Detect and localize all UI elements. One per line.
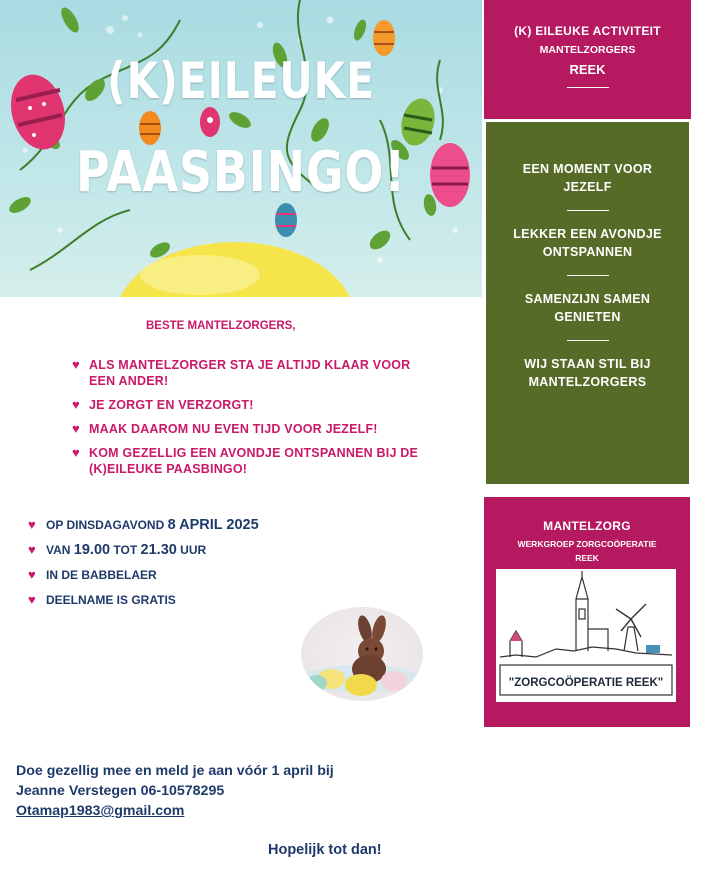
list-item [72,421,432,437]
logo-caption: "ZORGCOÖPERATIE REEK" [508,677,664,689]
divider [567,87,609,88]
event-time-tot: TOT [110,543,141,557]
event-time [28,541,348,559]
registration-line: Doe gezellig mee en meld je aan vóór 1 april bij [16,763,334,779]
list-item-text: KOM GEZELLIG EEN AVONDJE ONTSPANNEN BIJ DE (K)EILEUKE PAASBINGO! [89,446,419,476]
highlight-item: LEKKER EEN AVONDJE ONTSPANNEN [513,227,662,259]
registration-info [16,761,334,821]
event-time-start: 19.00 [73,542,111,558]
event-time-van: VAN [46,543,74,557]
event-location-text: IN DE BABBELAER [46,568,157,582]
event-time-end: 21.30 [140,542,177,558]
event-date-prefix: OP DINSDAGAVOND [46,518,168,532]
activity-label: (K) EILEUKE ACTIVITEIT [514,24,661,38]
banner-image [0,0,482,297]
heart-icon: ♥ [28,542,36,557]
highlight-item: WIJ STAAN STIL BIJ MANTELZORGERS [524,357,651,389]
intro-bullet-list [72,357,432,485]
banner-title-line2: PAASBINGO! [76,140,406,205]
list-item [72,397,432,413]
list-item-text: MAAK DAAROM NU EVEN TIJD VOOR JEZELF! [89,422,378,436]
activity-header-box [484,0,691,119]
contact-line: Jeanne Verstegen 06-10578295 [16,783,225,799]
heart-icon: ♥ [72,357,80,372]
organizer-title: MANTELZORG [543,519,631,533]
greeting: BESTE MANTELZORGERS, [146,320,296,332]
list-item-text: JE ZORGT EN VERZORGT! [89,398,254,412]
chocolate-bunny-icon [301,607,423,701]
closing-text: Hopelijk tot dan! [268,842,382,858]
event-cost [28,591,348,609]
divider [567,275,609,276]
event-cost-text: DEELNAME IS GRATIS [46,593,176,607]
list-item-text: ALS MANTELZORGER STA JE ALTIJD KLAAR VOOR EEN ANDER! [89,358,411,388]
highlight-item: SAMENZIJN SAMEN GENIETEN [524,292,651,324]
divider [567,210,609,211]
place-label: REEK [569,62,606,77]
easter-egg-icon [275,203,297,237]
event-date [28,516,348,534]
divider [567,340,609,341]
event-date-value: 8 APRIL 2025 [167,517,259,533]
easter-egg-icon [373,20,395,56]
heart-icon: ♥ [28,567,36,582]
organizer-subtitle: WERKGROEP ZORGCOÖPERATIE [517,539,657,549]
list-item [72,445,432,477]
email-link[interactable]: Otamap1983@gmail.com [16,803,185,819]
audience-label: MANTELZORGERS [539,44,636,56]
organizer-logo [496,569,676,702]
heart-icon: ♥ [28,592,36,607]
organizer-box [484,497,690,727]
heart-icon: ♥ [72,397,80,412]
event-details-list [28,516,348,616]
banner-title-line1: (K)EILEUKE [107,52,375,110]
easter-egg-icon [200,107,220,137]
event-location [28,566,348,584]
heart-icon: ♥ [72,445,80,460]
chocolate-bunny-image [301,607,423,701]
highlights-box [486,122,689,484]
list-item [72,357,432,389]
heart-icon: ♥ [28,517,36,532]
event-time-suffix: UUR [176,543,207,557]
highlight-item: EEN MOMENT VOOR JEZELF [522,162,653,194]
heart-icon: ♥ [72,421,80,436]
organizer-place: REEK [575,553,599,563]
